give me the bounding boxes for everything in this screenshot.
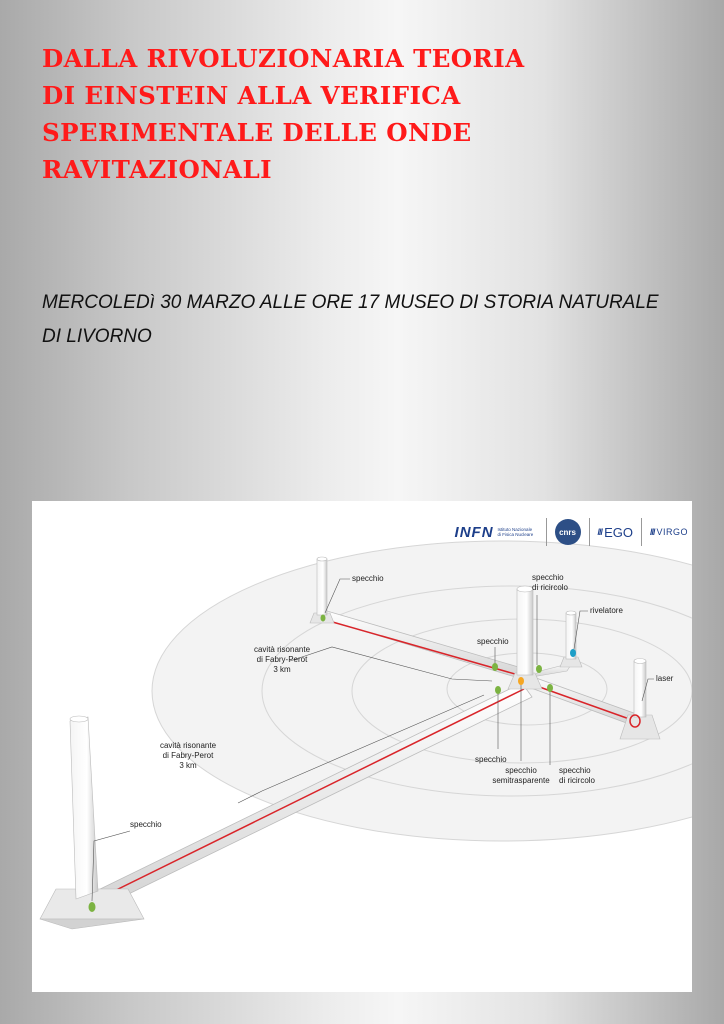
cnrs-logo: cnrs: [555, 519, 581, 545]
label-specchio-left: specchio: [130, 820, 162, 829]
headline-line-2: DI EINSTEIN ALLA VERIFICA: [42, 81, 461, 110]
headline-line-4: RAVITAZIONALI: [42, 155, 272, 184]
detector-icon: [570, 649, 576, 657]
label-cavita-1-line-2: di Fabry-Perot: [256, 655, 308, 664]
label-specchio-bottom-center: specchio: [475, 755, 507, 764]
headline: [42, 40, 682, 188]
label-semitrasparente-1: specchio: [505, 766, 537, 775]
ground-rings: [152, 541, 692, 841]
ego-logo: [598, 525, 633, 540]
diagram-drawing: [32, 501, 692, 992]
infn-logo: [455, 524, 538, 541]
virgo-mark-icon: ///: [649, 527, 655, 537]
ego-mark-icon: ///: [597, 527, 603, 537]
event-line-1: MERCOLEDì 30 MARZO ALLE ORE 17 MUSEO DI STORIA NATURALE: [42, 292, 659, 313]
label-specchio-center: specchio: [477, 637, 509, 646]
label-cavita-1-line-3: 3 km: [273, 665, 291, 674]
label-laser: laser: [656, 674, 674, 683]
virgo-wordmark: VIRGO: [656, 527, 688, 537]
virgo-logo: [650, 527, 688, 537]
label-cavita-2-line-1: cavità risonante: [159, 741, 217, 750]
label-cavita-1-line-1: cavità risonante: [253, 645, 311, 654]
label-cavita-2-line-2: di Fabry-Perot: [162, 751, 214, 760]
virgo-interferometer-diagram: [32, 501, 692, 992]
mirror-recycling-bottom-icon: [547, 684, 553, 692]
label-semitrasparente-2: semitrasparente: [492, 776, 550, 785]
logo-separator: [546, 518, 547, 546]
label-specchio-ricircolo-bottom-2: di ricircolo: [559, 776, 596, 785]
mirror-north-end-icon: [321, 615, 326, 622]
label-rivelatore: rivelatore: [590, 606, 623, 615]
logo-separator: [589, 518, 590, 546]
mirror-west-end-icon: [89, 902, 96, 912]
mirror-north-input-icon: [492, 663, 498, 671]
label-specchio-top: specchio: [352, 574, 384, 583]
partner-logos: [455, 513, 688, 551]
event-details: [42, 286, 692, 354]
event-line-2: DI LIVORNO: [42, 326, 152, 347]
mirror-west-input-icon: [495, 686, 501, 694]
ego-wordmark: EGO: [604, 524, 633, 540]
label-specchio-ricircolo-top-1: specchio: [532, 573, 564, 582]
mirror-recycling-top-icon: [536, 665, 542, 673]
headline-line-3: SPERIMENTALE DELLE ONDE: [42, 118, 472, 147]
headline-line-1: DALLA RIVOLUZIONARIA TEORIA: [42, 44, 525, 73]
mirror-beamsplitter-icon: [518, 677, 524, 685]
infn-subtitle: Istituto Nazionale di Fisica Nucleare: [497, 527, 534, 537]
label-specchio-ricircolo-bottom-1: specchio: [559, 766, 591, 775]
infn-wordmark: INFN: [454, 523, 494, 541]
logo-separator: [641, 518, 642, 546]
label-specchio-ricircolo-top-2: di ricircolo: [532, 583, 569, 592]
label-cavita-2-line-3: 3 km: [179, 761, 197, 770]
